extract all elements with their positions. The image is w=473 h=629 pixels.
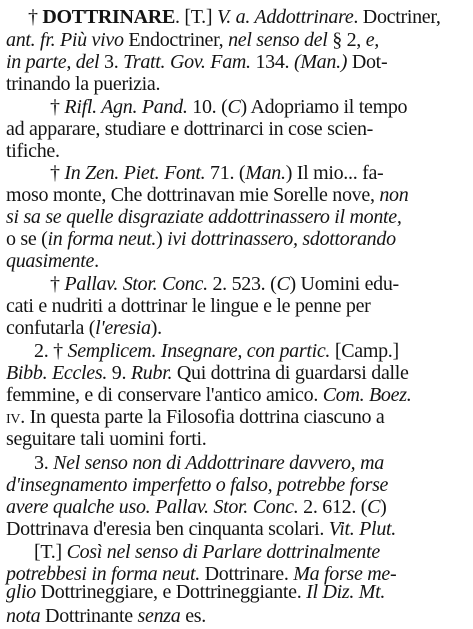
entry-line-15: confutarla (l'eresia). — [6, 317, 162, 339]
dagger-mark: † — [28, 6, 43, 28]
entry-line-11: o se (in forma neut.) ivi dottrinassero, sdottorando — [6, 228, 396, 250]
entry-line-10: si sa se quelle disgraziate addottrinassero il monte, — [6, 206, 402, 228]
entry-line-8: † In Zen. Piet. Font. 71. (Man.) Il mio... fa- — [50, 162, 384, 184]
entry-line-7: tifiche. — [6, 140, 60, 162]
entry-line-23: avere qualche uso. Pallav. Stor. Conc. 2. 612. (C) — [6, 496, 387, 518]
entry-line-6: ad apparare, studiare e dottrinarci in cose scien- — [6, 118, 374, 140]
entry-line-24: Dottrinava d'eresia ben cinquanta scolari. Vit. Plut. — [6, 518, 396, 540]
entry-line-5: † Rifl. Agn. Pand. 10. (C) Adopriamo il tempo — [50, 96, 408, 118]
entry-line-28: nota Dottrinante senza es. — [6, 605, 206, 627]
entry-line-9: moso monte, Che dottrinavan mie Sorelle nove, non — [6, 184, 409, 206]
entry-line-17: Bibb. Eccles. 9. Rubr. Qui dottrina di guardarsi dalle — [6, 362, 409, 384]
entry-line-13: † Pallav. Stor. Conc. 2. 523. (C) Uomini edu- — [50, 273, 399, 295]
entry-line-2: ant. fr. Più vivo Endoctriner, nel senso del § 2, e, — [6, 29, 379, 51]
entry-line-19: iv. In questa parte la Filosofia dottrina ciascuno a — [6, 406, 385, 428]
entry-line-4: trinando la puerizia. — [6, 73, 161, 95]
entry-line-26: potrebbesi in forma neut. Dottrinare. Ma forse me- — [6, 563, 397, 585]
sense-3-heading: 3. Nel senso non di Addottrinare davvero, ma — [34, 452, 384, 474]
headword: DOTTRINARE — [42, 6, 175, 28]
entry-line-25: [T.] Così nel senso di Parlare dottrinalmente — [34, 541, 380, 563]
entry-line-1: † DOTTRINARE. [T.] V. a. Addottrinare. Doctriner, — [28, 6, 441, 28]
entry-line-22: d'insegnamento imperfetto o falso, potrebbe forse — [6, 474, 389, 496]
entry-line-12: quasimente. — [6, 250, 99, 272]
sense-2-heading: 2. † Semplicem. Insegnare, con partic. [Camp.] — [34, 340, 399, 362]
entry-line-14: cati e nudriti a dottrinar le lingue e le penne per — [6, 295, 371, 317]
grammar-note: V. a. Addottrinare — [216, 6, 354, 28]
entry-line-18: femmine, e di conservare l'antico amico. Com. Boez. — [6, 384, 412, 406]
entry-line-20: seguitare tali uomini forti. — [6, 428, 207, 450]
entry-line-27: glio Dottrineggiare, e Dottrineggiante. Il Diz. Mt. — [6, 581, 386, 603]
entry-line-3: in parte, del 3. Tratt. Gov. Fam. 134. (Man.) Dot- — [6, 51, 388, 73]
